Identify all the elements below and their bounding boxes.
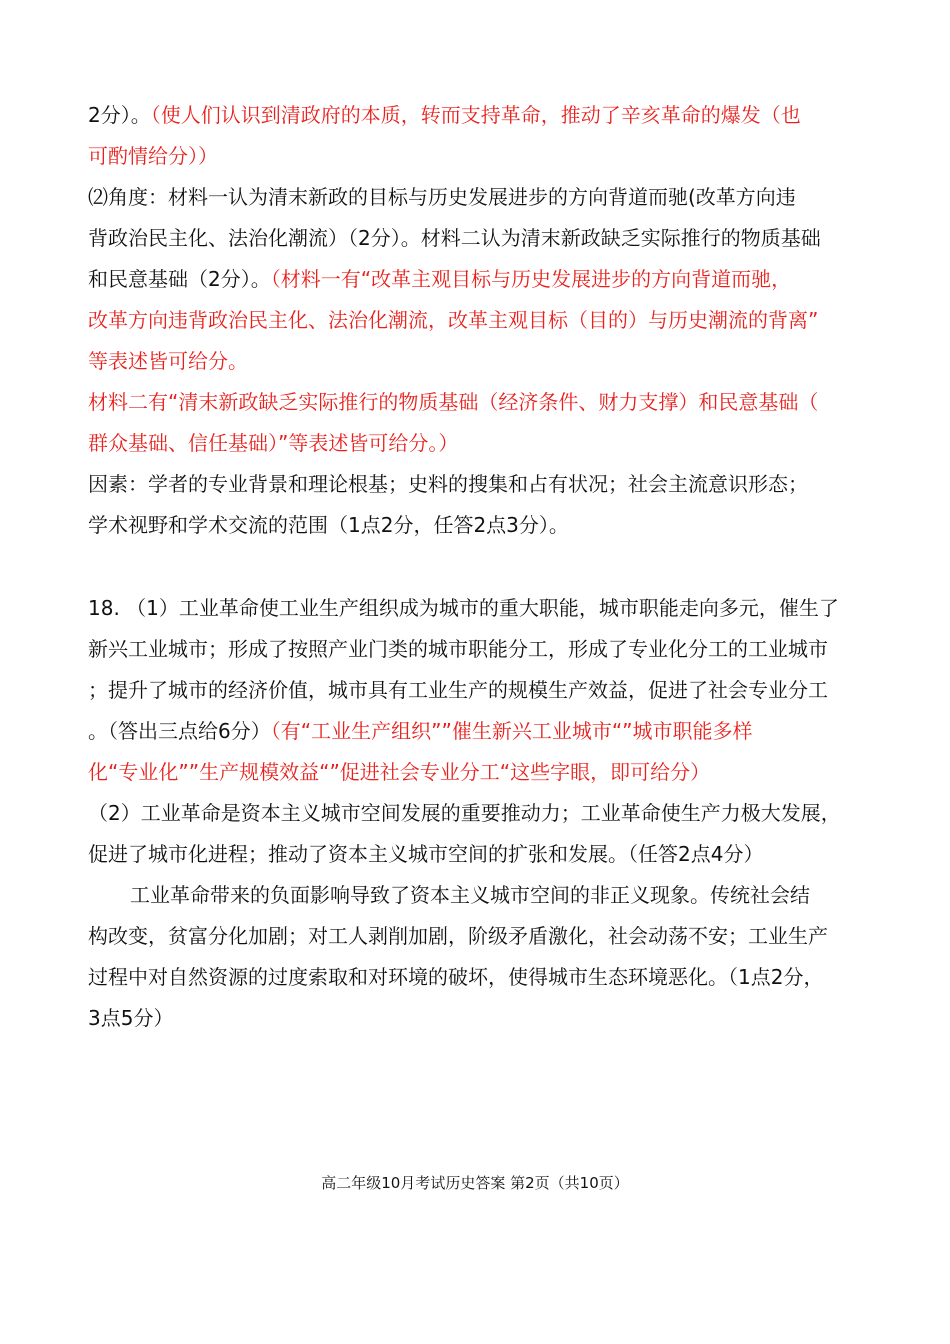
q17-line-5-answer: 和民意基础（2分）。 [88, 267, 271, 291]
q18-line-5: 化“专业化””生产规模效益“”促进社会专业分工“这些字眼，即可给分） [88, 760, 711, 784]
q18-line-4 [88, 717, 878, 745]
q18-line-4-note: （有“工业生产组织””催生新兴工业城市“”城市职能多样 [270, 719, 753, 743]
q18-line-11: 3点5分） [88, 1006, 174, 1030]
q18-line-3: ；提升了城市的经济价值，城市具有工业生产的规模生产效益，促进了社会专业分工 [88, 678, 828, 702]
q18-line-1: 18. （1）工业革命使工业生产组织成为城市的重大职能，城市职能走向多元，催生了 [88, 596, 839, 620]
q18-line-10: 过程中对自然资源的过度索取和对环境的破坏，使得城市生态环境恶化。（1点2分， [88, 965, 824, 989]
q17-score-end: 2分）。 [88, 103, 151, 127]
page-footer: 高二年级10月考试历史答案 第2页（共10页） [321, 1174, 629, 1192]
q17-line-9: 群众基础、信任基础）”等表述皆可给分。） [88, 431, 459, 455]
q18-line-7: 促进了城市化进程；推动了资本主义城市空间的扩张和发展。（任答2点4分） [88, 842, 764, 866]
q17-line-8: 材料二有“清末新政缺乏实际推行的物质基础（经济条件、财力支撑）和民意基础（ [88, 390, 819, 414]
q17-line-1 [88, 101, 878, 129]
q17-note-1: （使人们认识到清政府的本质，转而支持革命，推动了辛亥革命的爆发（也 [150, 103, 801, 127]
q18-line-8: 工业革命带来的负面影响导致了资本主义城市空间的非正义现象。传统社会结 [130, 883, 810, 907]
q17-line-2: 可酌情给分）） [88, 144, 218, 168]
q18-line-6: （2）工业革命是资本主义城市空间发展的重要推动力；工业革命使生产力极大发展， [88, 801, 841, 825]
q17-line-3: ⑵角度：材料一认为清末新政的目标与历史发展进步的方向背道而驰(改革方向违 [88, 185, 796, 209]
q17-line-5 [88, 265, 878, 293]
q17-line-6: 改革方向违背政治民主化、法治化潮流，改革主观目标（目的）与历史潮流的背离” [88, 308, 819, 332]
q18-line-4-answer: 。（答出三点给6分） [88, 719, 271, 743]
q17-line-10: 因素：学者的专业背景和理论根基；史料的搜集和占有状况；社会主流意识形态； [88, 472, 808, 496]
q17-line-5-note: （材料一有“改革主观目标与历史发展进步的方向背道而驰， [270, 267, 792, 291]
q17-line-11: 学术视野和学术交流的范围（1点2分，任答2点3分）。 [88, 513, 569, 537]
q18-line-2: 新兴工业城市；形成了按照产业门类的城市职能分工，形成了专业化分工的工业城市 [88, 637, 828, 661]
q18-line-9: 构改变，贫富分化加剧；对工人剥削加剧，阶级矛盾激化，社会动荡不安；工业生产 [88, 924, 828, 948]
q17-line-7: 等表述皆可给分。 [88, 349, 248, 373]
q17-line-4: 背政治民主化、法治化潮流）（2分）。材料二认为清末新政缺乏实际推行的物质基础 [88, 226, 821, 250]
